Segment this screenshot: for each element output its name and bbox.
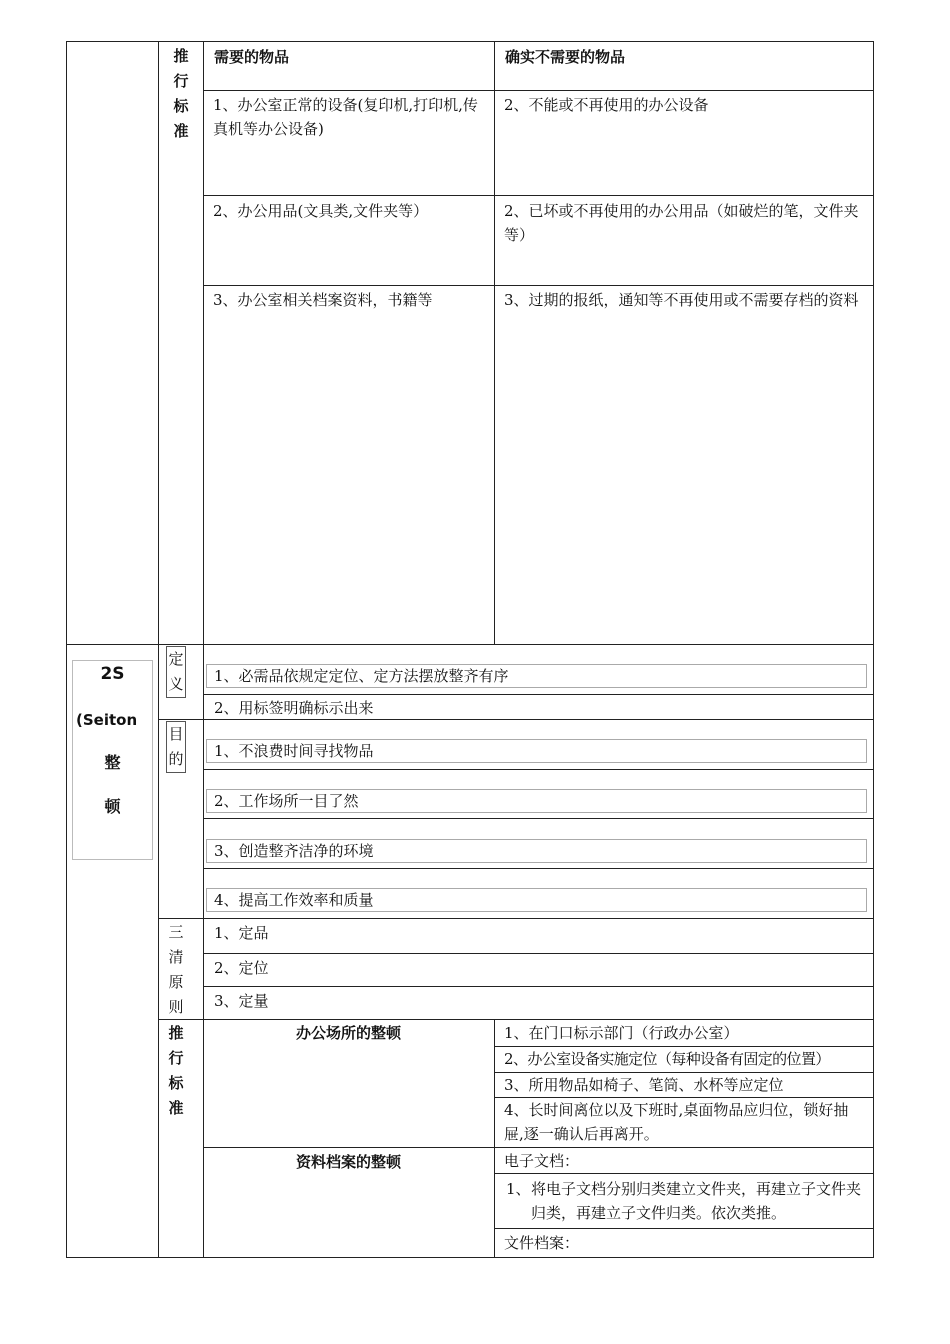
electronic-item-num: 1、 (506, 1180, 531, 1198)
three-clear-label: 三清原则 (168, 923, 184, 1016)
section1-side-label: 推行标准 (173, 47, 189, 140)
definition-item-2: 2、用标签明确标示出来 (214, 699, 374, 717)
purpose-label: 目的 (166, 721, 186, 773)
not-needed-item-2: 2、已坏或不再使用的办公用品（如破烂的笔，文件夹等） (504, 202, 859, 244)
purpose-item-2: 2、工作场所一目了然 (214, 792, 359, 810)
definition-label: 定义 (166, 646, 186, 698)
section2-english: (Seiton (76, 711, 138, 729)
needed-item-2: 2、办公用品(文具类,文件夹等） (213, 202, 429, 220)
definition-item-1: 1、必需品依规定定位、定方法摆放整齐有序 (214, 667, 509, 685)
header-not-needed: 确实不需要的物品 (505, 48, 626, 66)
purpose-item-1: 1、不浪费时间寻找物品 (214, 742, 374, 760)
purpose-item-4: 4、提高工作效率和质量 (214, 891, 374, 909)
section2-code: 2S (100, 664, 125, 684)
office-title: 办公场所的整顿 (295, 1024, 401, 1042)
office-item-2: 2、办公室设备实施定位（每种设备有固定的位置） (504, 1050, 830, 1068)
not-needed-item-1: 2、不能或不再使用的办公设备 (504, 96, 709, 114)
office-item-4: 4、长时间离位以及下班时,桌面物品应归位，锁好抽屉,逐一确认后再离开。 (504, 1101, 849, 1143)
not-needed-item-3: 3、过期的报纸，通知等不再使用或不需要存档的资料 (504, 291, 859, 309)
purpose-item-3: 3、创造整齐洁净的环境 (214, 842, 374, 860)
section2-cn-2: 顿 (104, 797, 121, 816)
office-item-1: 1、在门口标示部门（行政办公室） (504, 1024, 739, 1042)
electronic-item: 将电子文档分别归类建立文件夹，再建立子文件夹归类，再建立子文件归类。依次类推。 (531, 1180, 862, 1222)
electronic-label: 电子文档： (504, 1152, 580, 1170)
files-title: 资料档案的整顿 (295, 1153, 401, 1171)
section2-cn-1: 整 (104, 753, 121, 772)
paper-label: 文件档案： (504, 1234, 580, 1252)
header-needed: 需要的物品 (214, 48, 290, 66)
needed-item-1: 1、办公室正常的设备(复印机,打印机,传真机等办公设备) (213, 96, 478, 138)
needed-item-3: 3、办公室相关档案资料，书籍等 (213, 291, 433, 309)
three-clear-item-2: 2、定位 (214, 959, 269, 977)
three-clear-item-1: 1、定品 (214, 924, 269, 942)
standard-label: 推行标准 (168, 1024, 184, 1117)
three-clear-item-3: 3、定量 (214, 992, 269, 1010)
office-item-3: 3、所用物品如椅子、笔筒、水杯等应定位 (504, 1076, 784, 1094)
